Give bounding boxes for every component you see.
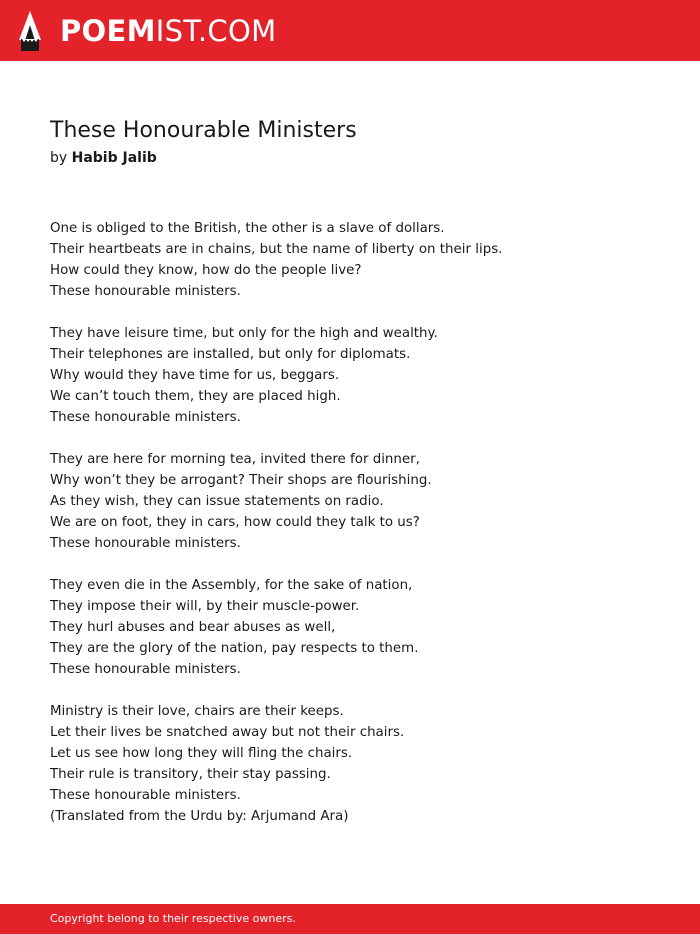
poem-line: These honourable ministers. — [50, 536, 241, 551]
author-name: Habib Jalib — [71, 150, 157, 166]
poem-line: How could they know, how do the people live? — [50, 263, 362, 278]
brand-light: IST.COM — [155, 14, 277, 48]
poem-line: They have leisure time, but only for the high and wealthy. — [50, 326, 438, 341]
byline — [50, 148, 157, 169]
copyright-text: Copyright belong to their respective owners. — [50, 912, 296, 925]
site-logo[interactable] — [18, 9, 276, 53]
poem-title: These Honourable Ministers — [50, 118, 357, 143]
poem-line: They impose their will, by their muscle-power. — [50, 599, 360, 614]
poem-line: One is obliged to the British, the other is a slave of dollars. — [50, 221, 445, 236]
stanza — [50, 575, 670, 680]
poem-line: They are here for morning tea, invited there for dinner, — [50, 452, 420, 467]
poem-line: Their telephones are installed, but only for diplomats. — [50, 347, 411, 362]
poem-line: We can’t touch them, they are placed high. — [50, 389, 341, 404]
poem-line: Let us see how long they will fling the chairs. — [50, 746, 353, 761]
stanza — [50, 701, 670, 827]
poem-line: These honourable ministers. — [50, 662, 241, 677]
stanza — [50, 449, 670, 554]
poem-line: Let their lives be snatched away but not their chairs. — [50, 725, 405, 740]
poem-line: These honourable ministers. — [50, 410, 241, 425]
poem-line: They are the glory of the nation, pay respects to them. — [50, 641, 419, 656]
poem-line: Their heartbeats are in chains, but the name of liberty on their lips. — [50, 242, 503, 257]
poem-line: Why won’t they be arrogant? Their shops are flourishing. — [50, 473, 432, 488]
pencil-icon — [18, 10, 42, 52]
poem-line: (Translated from the Urdu by: Arjumand Ara) — [50, 809, 349, 824]
poem-line: These honourable ministers. — [50, 284, 241, 299]
poem-line: They hurl abuses and bear abuses as well, — [50, 620, 336, 635]
poem-line: Ministry is their love, chairs are their keeps. — [50, 704, 344, 719]
poem-line: Why would they have time for us, beggars. — [50, 368, 340, 383]
stanza — [50, 218, 670, 302]
site-footer — [0, 904, 700, 934]
poem-line: We are on foot, they in cars, how could they talk to us? — [50, 515, 420, 530]
poem-body — [50, 218, 670, 848]
stanza — [50, 323, 670, 428]
site-brand — [60, 9, 276, 53]
poem-line: These honourable ministers. — [50, 788, 241, 803]
site-header — [0, 0, 700, 61]
poem-line: They even die in the Assembly, for the sake of nation, — [50, 578, 413, 593]
brand-bold: POEM — [60, 14, 156, 48]
poem-line: As they wish, they can issue statements on radio. — [50, 494, 384, 509]
poem-line: Their rule is transitory, their stay passing. — [50, 767, 331, 782]
by-label: by — [50, 150, 68, 166]
